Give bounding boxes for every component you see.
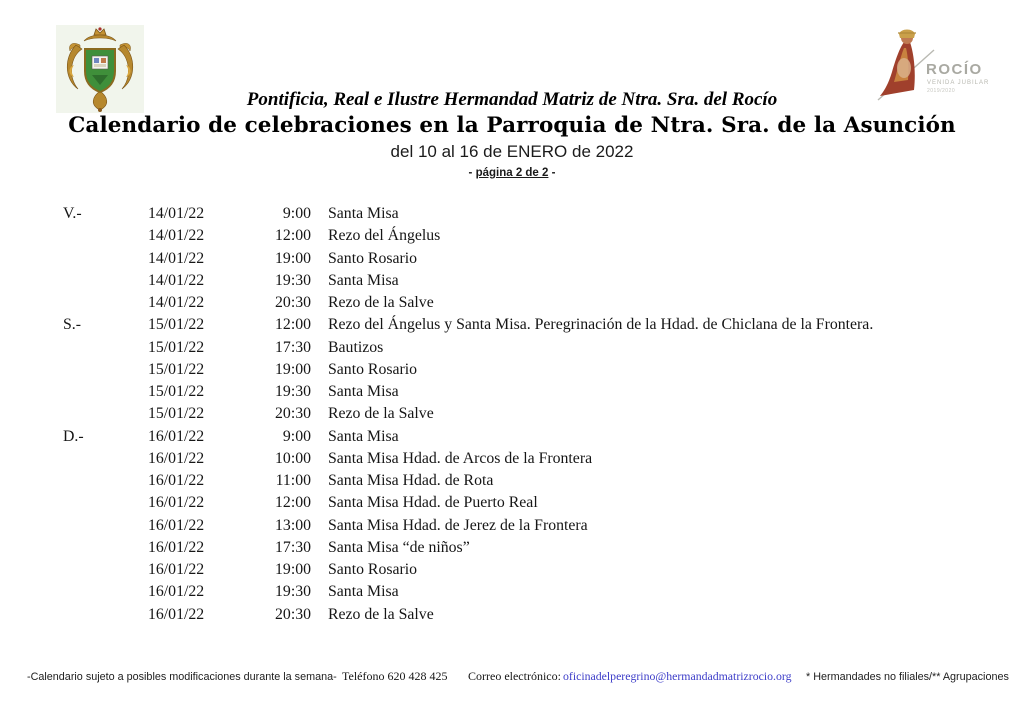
event-cell: Rezo de la Salve bbox=[328, 605, 434, 623]
event-cell: Santa Misa bbox=[328, 583, 399, 601]
day-label bbox=[63, 470, 148, 492]
footer-note: -Calendario sujeto a posibles modificaciones durante la semana- bbox=[27, 671, 337, 683]
date-cell: 15/01/22 bbox=[148, 360, 205, 378]
date-cell: 14/01/22 bbox=[148, 294, 205, 311]
page-indicator bbox=[0, 166, 1024, 180]
day-label bbox=[63, 270, 148, 292]
date-cell: 15/01/22 bbox=[148, 316, 205, 334]
date-cell: 16/01/22 bbox=[148, 538, 205, 556]
time-cell: 12:00 bbox=[275, 494, 311, 512]
date-cell: 15/01/22 bbox=[148, 405, 205, 423]
schedule-row bbox=[63, 248, 873, 270]
date-cell: 14/01/22 bbox=[148, 227, 205, 245]
footer-email-label: Correo electrónico: bbox=[468, 669, 561, 683]
event-cell: Santa Misa Hdad. de Jerez de la Frontera bbox=[328, 516, 588, 534]
schedule-row bbox=[63, 492, 873, 514]
rocio-wordmark: ROCÍO bbox=[926, 61, 983, 78]
time-cell: 19:30 bbox=[275, 383, 311, 400]
event-cell: Rezo de la Salve bbox=[328, 294, 434, 311]
celebrations-schedule-table bbox=[63, 203, 873, 626]
event-cell: Santa Misa bbox=[328, 271, 399, 289]
page-indicator-text: página 2 de 2 bbox=[475, 167, 549, 179]
day-label bbox=[63, 515, 148, 537]
venida-jubilar-label: VENIDA JUBILAR bbox=[927, 80, 990, 86]
document-footer bbox=[0, 669, 1024, 687]
event-cell: Rezo del Ángelus bbox=[328, 227, 441, 245]
day-label bbox=[63, 492, 148, 514]
day-label bbox=[63, 559, 148, 581]
schedule-row bbox=[63, 203, 873, 225]
day-label bbox=[63, 292, 148, 314]
date-cell: 16/01/22 bbox=[148, 427, 205, 445]
date-cell: 16/01/22 bbox=[148, 516, 205, 534]
time-cell: 19:30 bbox=[275, 271, 311, 289]
time-cell: 19:00 bbox=[275, 561, 311, 578]
time-cell: 20:30 bbox=[275, 294, 311, 311]
time-cell: 20:30 bbox=[275, 605, 311, 623]
footer-legend: * Hermandades no filiales/** Agrupaciones bbox=[806, 671, 1009, 683]
schedule-row bbox=[63, 559, 873, 581]
schedule-row bbox=[63, 515, 873, 537]
schedule-row bbox=[63, 604, 873, 626]
day-label bbox=[63, 248, 148, 270]
jubilar-years-label: 2019/2020 bbox=[927, 88, 956, 94]
time-cell: 19:00 bbox=[275, 360, 311, 378]
event-cell: Rezo de la Salve bbox=[328, 405, 434, 423]
time-cell: 9:00 bbox=[282, 427, 311, 445]
date-cell: 16/01/22 bbox=[148, 472, 205, 489]
date-cell: 15/01/22 bbox=[148, 383, 205, 400]
date-cell: 15/01/22 bbox=[148, 338, 205, 356]
schedule-row bbox=[63, 292, 873, 314]
event-cell: Santa Misa Hdad. de Rota bbox=[328, 472, 494, 489]
footer-phone: Teléfono 620 428 425 bbox=[342, 669, 448, 683]
event-cell: Santo Rosario bbox=[328, 249, 418, 267]
page-indicator-prefix: - bbox=[468, 167, 476, 179]
schedule-row bbox=[63, 314, 873, 336]
page-indicator-suffix: - bbox=[548, 167, 556, 179]
day-label bbox=[63, 448, 148, 470]
day-label bbox=[63, 604, 148, 626]
schedule-row bbox=[63, 359, 873, 381]
event-cell: Santa Misa bbox=[328, 205, 399, 222]
schedule-row bbox=[63, 581, 873, 603]
time-cell: 10:00 bbox=[275, 449, 311, 467]
event-cell: Santa Misa Hdad. de Puerto Real bbox=[328, 494, 538, 512]
time-cell: 12:00 bbox=[275, 227, 311, 245]
time-cell: 13:00 bbox=[275, 516, 311, 534]
time-cell: 17:30 bbox=[275, 538, 311, 556]
event-cell: Santa Misa bbox=[328, 427, 399, 445]
day-label bbox=[63, 403, 148, 425]
date-cell: 16/01/22 bbox=[148, 561, 205, 578]
event-cell: Santa Misa Hdad. de Arcos de la Frontera bbox=[328, 449, 593, 467]
day-label: D.- bbox=[63, 427, 84, 445]
event-cell: Santa Misa “de niños” bbox=[328, 538, 470, 556]
day-label: V.- bbox=[63, 205, 82, 222]
date-range-subtitle: del 10 al 16 de ENERO de 2022 bbox=[390, 142, 634, 161]
schedule-row bbox=[63, 537, 873, 559]
day-label bbox=[63, 359, 148, 381]
day-label bbox=[63, 581, 148, 603]
document-header bbox=[0, 88, 1024, 180]
day-label bbox=[63, 381, 148, 403]
footer-email-link[interactable]: oficinadelperegrino@hermandadmatrizrocio.org bbox=[563, 669, 792, 683]
time-cell: 12:00 bbox=[275, 316, 311, 334]
event-cell: Santa Misa bbox=[328, 383, 399, 400]
date-cell: 16/01/22 bbox=[148, 583, 205, 601]
time-cell: 17:30 bbox=[275, 338, 311, 356]
time-cell: 19:30 bbox=[275, 583, 311, 601]
date-cell: 16/01/22 bbox=[148, 449, 205, 467]
date-cell: 16/01/22 bbox=[148, 605, 205, 623]
schedule-row bbox=[63, 448, 873, 470]
time-cell: 19:00 bbox=[275, 249, 311, 267]
day-label bbox=[63, 225, 148, 247]
schedule-row bbox=[63, 225, 873, 247]
day-label: S.- bbox=[63, 316, 81, 334]
date-cell: 16/01/22 bbox=[148, 494, 205, 512]
time-cell: 11:00 bbox=[275, 472, 311, 489]
event-cell: Santo Rosario bbox=[328, 561, 418, 578]
time-cell: 20:30 bbox=[275, 405, 311, 423]
time-cell: 9:00 bbox=[282, 205, 311, 222]
schedule-row bbox=[63, 337, 873, 359]
page-title: Calendario de celebraciones en la Parroquia de Ntra. Sra. de la Asunción bbox=[68, 113, 956, 138]
day-label bbox=[63, 337, 148, 359]
event-cell: Bautizos bbox=[328, 338, 384, 356]
organization-name: Pontificia, Real e Ilustre Hermandad Matriz de Ntra. Sra. del Rocío bbox=[246, 89, 778, 110]
schedule-row bbox=[63, 270, 873, 292]
date-cell: 14/01/22 bbox=[148, 271, 205, 289]
event-cell: Santo Rosario bbox=[328, 360, 418, 378]
schedule-row bbox=[63, 426, 873, 448]
event-cell: Rezo del Ángelus y Santa Misa. Peregrinación de la Hdad. de Chiclana de la Frontera. bbox=[328, 316, 874, 334]
date-cell: 14/01/22 bbox=[148, 249, 205, 267]
day-label bbox=[63, 537, 148, 559]
schedule-row bbox=[63, 381, 873, 403]
schedule-row bbox=[63, 470, 873, 492]
schedule-row bbox=[63, 403, 873, 425]
date-cell: 14/01/22 bbox=[148, 205, 205, 222]
